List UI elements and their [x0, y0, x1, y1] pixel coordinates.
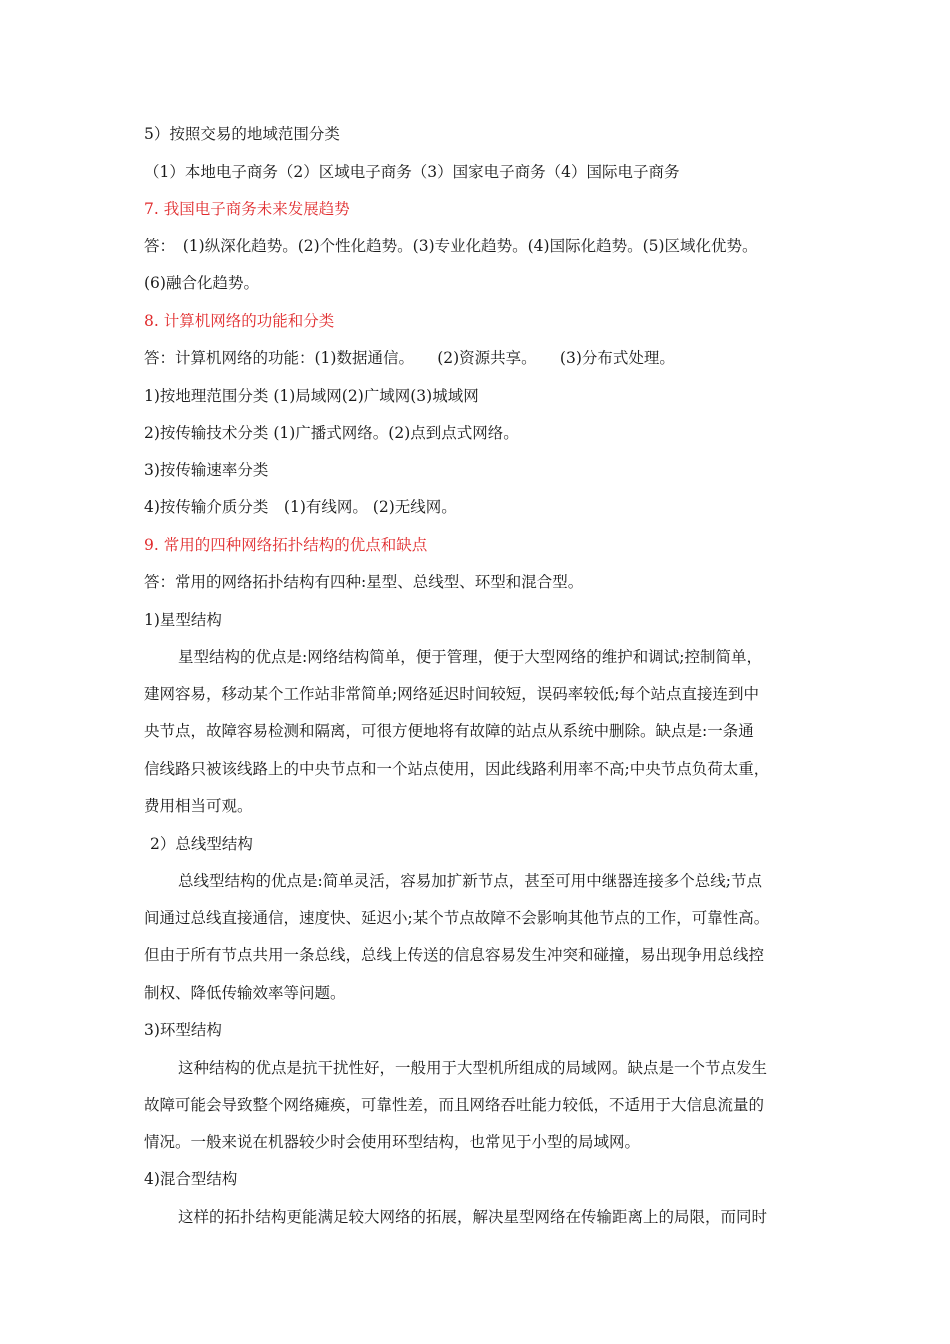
section-heading-9: 9. 常用的四种网络拓扑结构的优点和缺点	[144, 536, 428, 554]
answer-line: 答：计算机网络的功能：(1)数据通信。 (2)资源共享。 (3)分布式处理。	[144, 349, 675, 367]
paragraph-line: 费用相当可观。	[144, 797, 253, 815]
classification-line: 4)按传输介质分类 (1)有线网。 (2)无线网。	[144, 498, 457, 516]
classification-line: 2)按传输技术分类 (1)广播式网络。(2)点到点式网络。	[144, 424, 519, 442]
paragraph-line: 情况。一般来说在机器较少时会使用环型结构，也常见于小型的局域网。	[144, 1133, 641, 1151]
paragraph-line: 这样的拓扑结构更能满足较大网络的拓展，解决星型网络在传输距离上的局限，而同时	[178, 1208, 768, 1226]
subsection-title-ring: 3)环型结构	[144, 1021, 222, 1039]
body-line: (6)融合化趋势。	[144, 274, 259, 292]
classification-line: 1)按地理范围分类 (1)局域网(2)广域网(3)城域网	[144, 387, 479, 405]
paragraph-line: 信线路只被该线路上的中央节点和一个站点使用，因此线路利用率不高;中央节点负荷太重，	[144, 760, 770, 778]
paragraph-line: 这种结构的优点是抗干扰性好，一般用于大型机所组成的局域网。缺点是一个节点发生	[178, 1059, 768, 1077]
paragraph-line: 间通过总线直接通信，速度快、延迟小;某个节点故障不会影响其他节点的工作，可靠性高。	[144, 909, 770, 927]
subsection-title: 5）按照交易的地域范围分类	[144, 125, 340, 143]
paragraph-line: 星型结构的优点是:网络结构简单，便于管理，便于大型网络的维护和调试;控制简单，	[178, 648, 762, 666]
paragraph-line: 建网容易，移动某个工作站非常简单;网络延迟时间较短，误码率较低;每个站点直接连到中	[144, 685, 759, 703]
classification-line: 3)按传输速率分类	[144, 461, 269, 479]
answer-line: 答：常用的网络拓扑结构有四种:星型、总线型、环型和混合型。	[144, 573, 584, 591]
answer-line: 答： (1)纵深化趋势。(2)个性化趋势。(3)专业化趋势。(4)国际化趋势。(5)区域化优势。	[144, 237, 758, 255]
body-line: （1）本地电子商务（2）区域电子商务（3）国家电子商务（4）国际电子商务	[144, 163, 680, 181]
paragraph-line: 总线型结构的优点是:简单灵活，容易加扩新节点，甚至可用中继器连接多个总线;节点	[178, 872, 762, 890]
section-heading-8: 8. 计算机网络的功能和分类	[144, 312, 335, 330]
section-heading-7: 7. 我国电子商务未来发展趋势	[144, 200, 350, 218]
subsection-title-hybrid: 4)混合型结构	[144, 1170, 238, 1188]
paragraph-line: 央节点，故障容易检测和隔离，可很方便地将有故障的站点从系统中删除。缺点是:一条通	[144, 722, 754, 740]
paragraph-line: 但由于所有节点共用一条总线，总线上传送的信息容易发生冲突和碰撞，易出现争用总线控	[144, 946, 765, 964]
subsection-title-bus: 2）总线型结构	[150, 835, 253, 853]
paragraph-line: 制权、降低传输效率等问题。	[144, 984, 346, 1002]
subsection-title-star: 1)星型结构	[144, 611, 222, 629]
paragraph-line: 故障可能会导致整个网络瘫痪，可靠性差，而且网络吞吐能力较低，不适用于大信息流量的	[144, 1096, 765, 1114]
